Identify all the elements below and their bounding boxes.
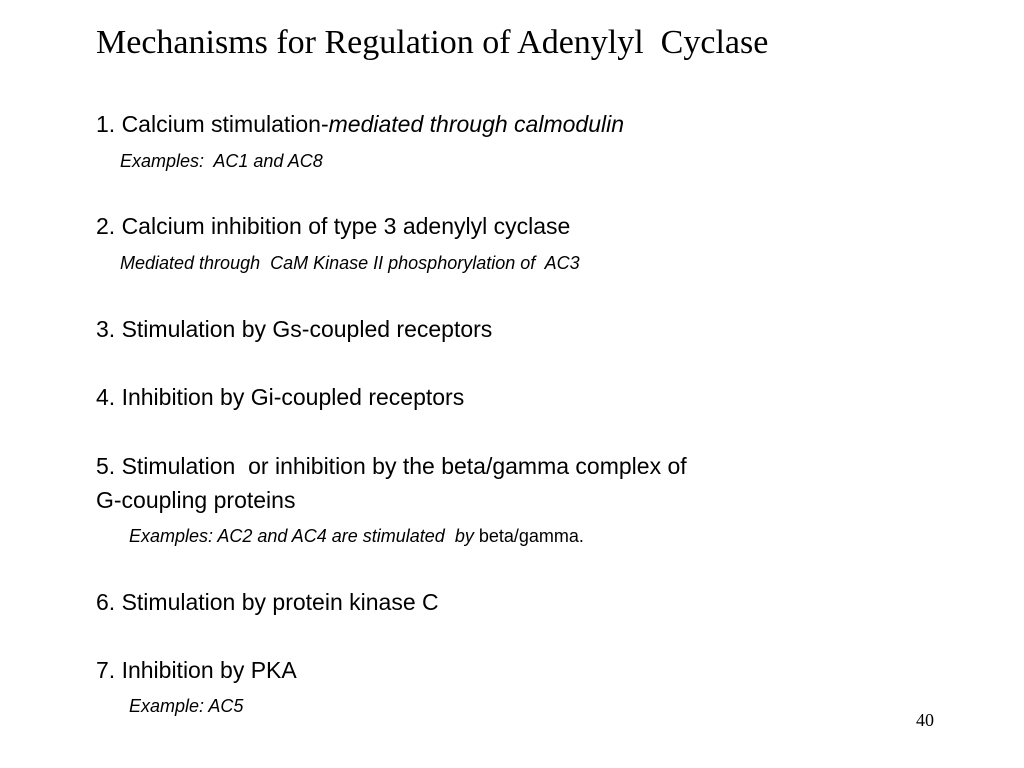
page-number: 40 — [916, 710, 934, 730]
item-1-note: Examples: AC1 and AC8 — [120, 151, 323, 171]
item-5-note-italic: Examples: AC2 and AC4 are stimulated by — [129, 526, 474, 546]
item-5-note-plain: beta/gamma. — [473, 526, 584, 546]
item-2: 2. Calcium inhibition of type 3 adenylyl cyclase — [96, 213, 571, 239]
slide-title: Mechanisms for Regulation of Adenylyl Cyclase — [96, 24, 769, 61]
item-3: 3. Stimulation by Gs-coupled receptors — [96, 316, 493, 342]
item-5-continued: G-coupling proteins — [96, 487, 296, 513]
item-2-note: Mediated through CaM Kinase II phosphorylation of AC3 — [120, 253, 580, 273]
item-7: 7. Inhibition by PKA — [96, 657, 297, 683]
item-1 — [96, 109, 624, 139]
item-5-note — [129, 524, 584, 548]
item-1-emphasis: mediated through calmodulin — [328, 111, 624, 137]
item-1-text: 1. Calcium stimulation- — [96, 111, 329, 137]
item-7-note: Example: AC5 — [129, 696, 244, 716]
item-5: 5. Stimulation or inhibition by the beta/gamma complex of — [96, 453, 687, 479]
item-6: 6. Stimulation by protein kinase C — [96, 589, 439, 615]
item-4: 4. Inhibition by Gi-coupled receptors — [96, 384, 465, 410]
